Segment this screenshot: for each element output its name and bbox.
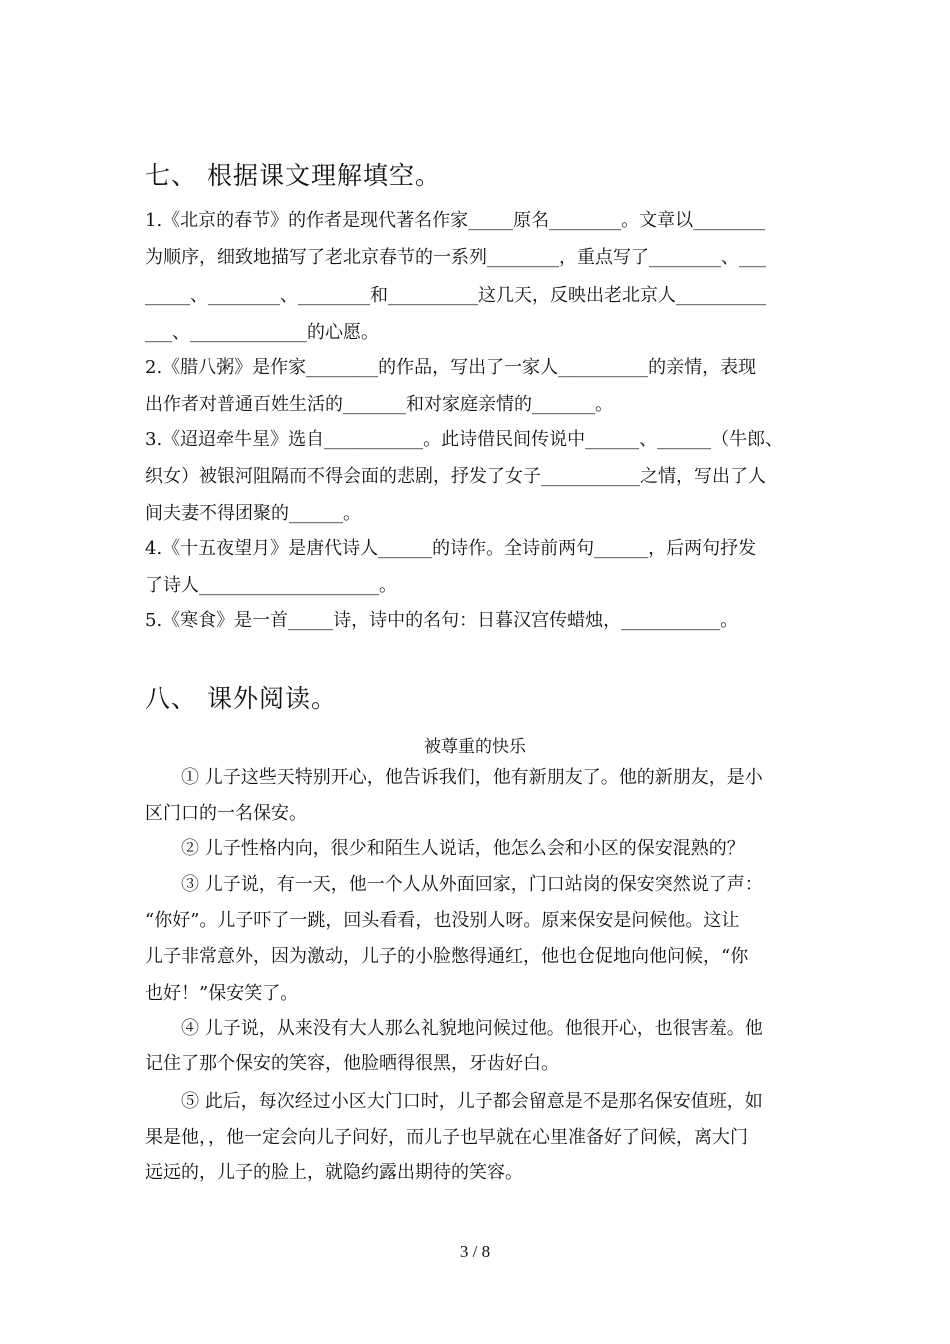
article-line: 区门口的一名保安。 xyxy=(145,803,307,824)
article-line: ② 儿子性格内向，很少和陌生人说话，他怎么会和小区的保安混熟的？ xyxy=(145,838,745,859)
section-7-line: 间夫妻不得团聚的______。 xyxy=(145,503,361,524)
section-7-title: 根据课文理解填空。 xyxy=(207,161,442,190)
section-7-line: 3.《迢迢牵牛星》选自___________。此诗借民间传说中______、______（牛郎、 xyxy=(145,429,784,450)
section-7-line: 4.《十五夜望月》是唐代诗人______的诗作。全诗前两句______，后两句抒发 xyxy=(145,538,757,559)
article-title: 被尊重的快乐 xyxy=(424,737,526,757)
section-7-heading xyxy=(145,156,441,192)
section-7-line: 5.《寒食》是一首_____诗，诗中的名句：日暮汉宫传蜡烛，___________。 xyxy=(145,610,739,631)
section-8-heading xyxy=(145,679,337,715)
section-7-line: ___、_____________的心愿。 xyxy=(145,322,379,343)
article-line: 儿子非常意外，因为激动，儿子的小脸憋得通红，他也仓促地向他问候，“你 xyxy=(145,946,749,967)
section-7-number: 七、 xyxy=(145,161,198,190)
section-8-number: 八、 xyxy=(145,684,198,713)
article-line: “你好”。儿子吓了一跳，回头看看，也没别人呀。原来保安是问候他。这让 xyxy=(145,910,740,931)
section-7-line: 织女）被银河阻隔而不得会面的悲剧，抒发了女子___________之情，写出了人 xyxy=(145,466,766,487)
article-line: 也好！”保安笑了。 xyxy=(145,983,299,1004)
article-line: 远远的，儿子的脸上，就隐约露出期待的笑容。 xyxy=(145,1162,523,1183)
section-8-title: 课外阅读。 xyxy=(207,684,338,713)
article-line: 果是他，，他一定会向儿子问好，而儿子也早就在心里准备好了问候，离大门 xyxy=(145,1127,748,1148)
article-line: 记住了那个保安的笑容，他脸晒得很黑，牙齿好白。 xyxy=(145,1053,559,1074)
section-7-line: 2.《腊八粥》是作家________的作品，写出了一家人__________的亲情，表现 xyxy=(145,357,757,378)
section-7-line: 为顺序，细致地描写了老北京春节的一系列________，重点写了________、___ xyxy=(145,247,766,268)
section-7-line: 出作者对普通百姓生活的_______和对家庭亲情的_______。 xyxy=(145,394,613,415)
article-line: ① 儿子这些天特别开心，他告诉我们，他有新朋友了。他的新朋友，是小 xyxy=(145,767,763,788)
article-line: ⑤ 此后，每次经过小区大门口时，儿子都会留意是不是那名保安值班，如 xyxy=(145,1091,763,1112)
article-line: ③ 儿子说，有一天，他一个人从外面回家，门口站岗的保安突然说了声： xyxy=(145,874,763,895)
page-number: 3 / 8 xyxy=(459,1242,491,1261)
section-7-line: 了诗人____________________。 xyxy=(145,575,397,596)
article-line: ④ 儿子说，从来没有大人那么礼貌地问候过他。他很开心，也很害羞。他 xyxy=(145,1018,763,1039)
section-7-line: 1.《北京的春节》的作者是现代著名作家_____原名________。文章以________ xyxy=(145,210,766,231)
section-7-line: _____、________、________和__________这几天，反映出老北京人__________ xyxy=(145,285,766,306)
